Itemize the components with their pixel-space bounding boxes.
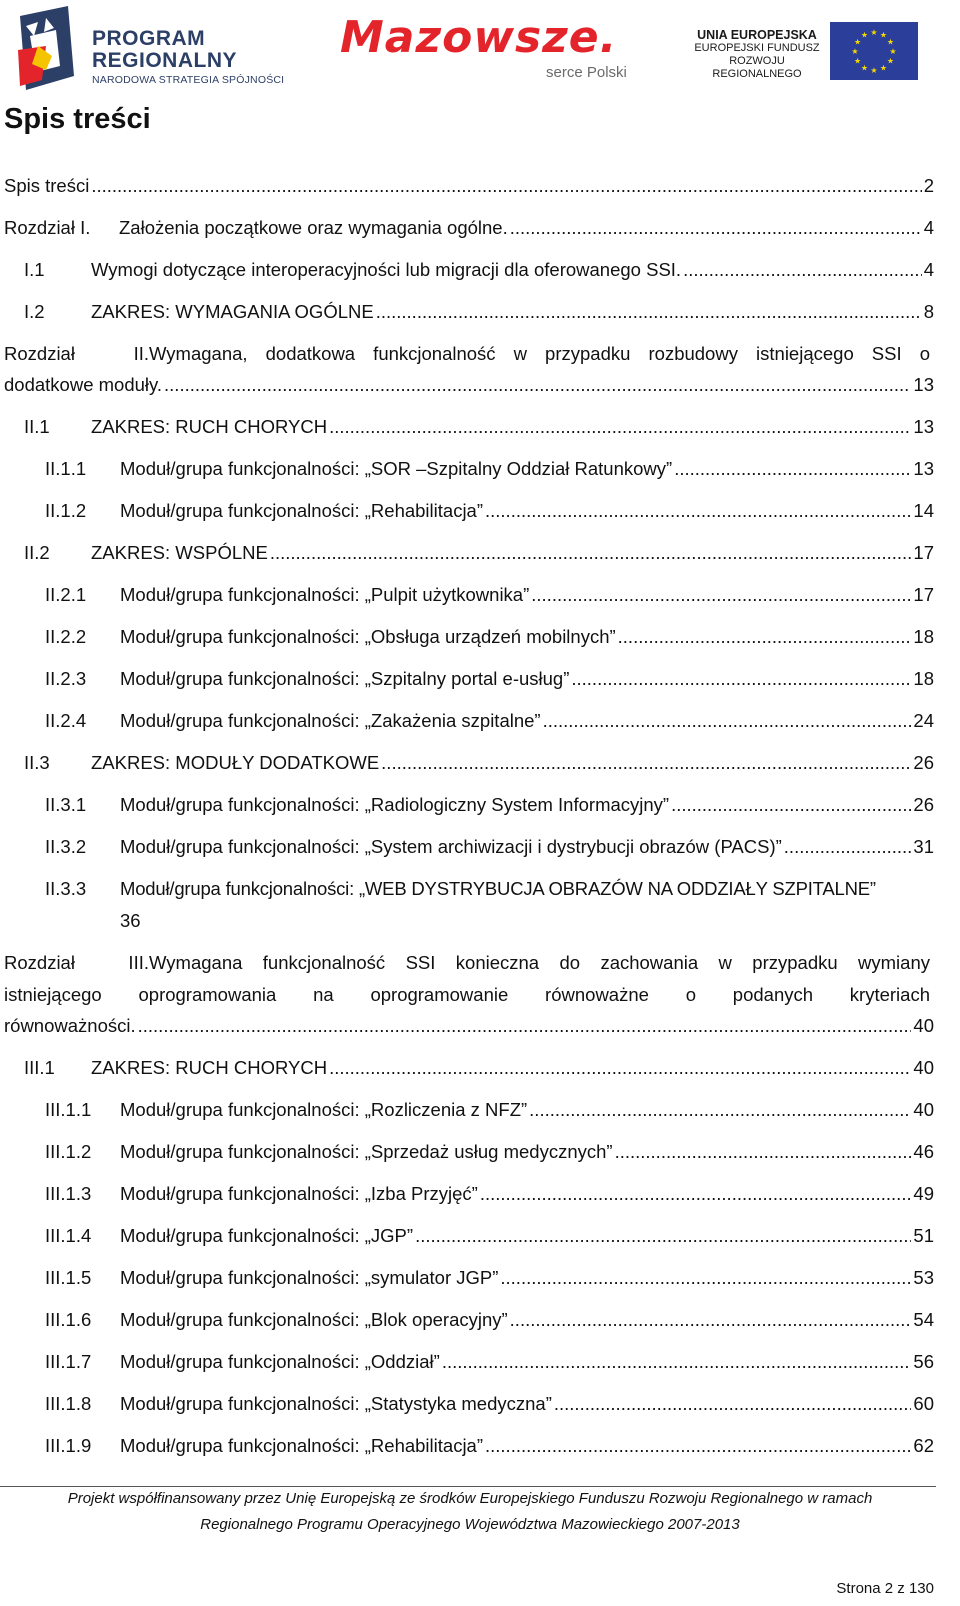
mazowsze-logo — [340, 12, 640, 86]
toc-entry-page: 18 — [913, 626, 934, 647]
toc-entry-label: Założenia początkowe oraz wymagania ogólne. — [119, 217, 508, 238]
toc-entry-page: 17 — [913, 542, 934, 563]
toc-entry-page: 56 — [913, 1351, 934, 1372]
toc-entry-label: ZAKRES: RUCH CHORYCH — [91, 416, 328, 437]
toc-entry-label: Moduł/grupa funkcjonalności: „Radiologiczny System Informacyjny” — [120, 794, 670, 815]
toc-entry[interactable] — [4, 789, 934, 821]
toc-entry-page: 24 — [913, 710, 934, 731]
eu-star-icon: ★ — [886, 56, 895, 66]
toc-leader-dots — [270, 537, 912, 569]
program-regionalny-emblem-icon — [16, 6, 88, 92]
toc-entry[interactable] — [4, 453, 934, 485]
toc-entry-number: Rozdział III. — [4, 952, 149, 973]
toc-entry-page: 60 — [913, 1393, 934, 1414]
eu-star-icon: ★ — [860, 63, 869, 73]
toc-entry-page: 13 — [913, 458, 934, 479]
toc-entry-label: Moduł/grupa funkcjonalności: „JGP” — [120, 1225, 414, 1246]
toc-entry[interactable] — [4, 579, 934, 611]
toc-entry-label: Wymagana funkcjonalność SSI konieczna do zachowania w przypadku wymiany — [149, 952, 930, 973]
toc-entry-number: II.1.2 — [45, 500, 87, 521]
toc-entry-number: II.3 — [24, 752, 50, 773]
toc-leader-dots — [571, 663, 911, 695]
toc-entry-number: II.2 — [24, 542, 50, 563]
nss-label: NARODOWA STRATEGIA SPÓJNOŚCI — [92, 74, 285, 86]
toc-entry[interactable] — [4, 296, 934, 328]
toc-entry-label: Moduł/grupa funkcjonalności: „Rehabilitacja” — [120, 1435, 483, 1456]
footer-divider — [0, 1486, 936, 1487]
toc-entry-label: Moduł/grupa funkcjonalności: „symulator JGP” — [120, 1267, 499, 1288]
toc-leader-dots — [91, 170, 921, 202]
toc-entry[interactable] — [4, 212, 934, 244]
toc-entry-label: Moduł/grupa funkcjonalności: „WEB DYSTRYBUCJA OBRAZÓW NA ODDZIAŁY SZPITALNE” — [120, 878, 876, 899]
toc-leader-dots — [618, 621, 912, 653]
toc-entry-label: ZAKRES: MODUŁY DODATKOWE — [91, 752, 380, 773]
toc-leader-dots — [529, 1094, 911, 1126]
toc-entry-page: 40 — [913, 1057, 934, 1078]
toc-entry-page: 4 — [923, 217, 934, 238]
toc-entry-page: 40 — [913, 1015, 934, 1036]
page-number: Strona 2 z 130 — [836, 1580, 934, 1597]
eu-star-icon: ★ — [870, 66, 878, 75]
footer-line-2: Regionalnego Programu Operacyjnego Województwa Mazowieckiego 2007-2013 — [200, 1516, 740, 1533]
toc-entry-page: 26 — [913, 794, 934, 815]
toc-entry-number: II.2.4 — [45, 710, 87, 731]
toc-entry-number: I.1 — [24, 259, 45, 280]
toc-entry-number: III.1.6 — [45, 1309, 92, 1330]
toc-entry[interactable] — [4, 1094, 934, 1126]
toc-entry-label: ZAKRES: RUCH CHORYCH — [91, 1057, 328, 1078]
toc-leader-dots — [510, 212, 922, 244]
toc-leader-dots — [381, 747, 911, 779]
eu-fund-line1: EUROPEJSKI FUNDUSZ — [694, 42, 820, 54]
toc-entry[interactable] — [4, 1346, 934, 1378]
toc-entry-number: II.3.3 — [45, 878, 87, 899]
toc-entry[interactable] — [4, 1430, 934, 1462]
toc-entry-page: 31 — [913, 836, 934, 857]
toc-leader-dots — [138, 1010, 912, 1042]
toc-leader-dots — [442, 1346, 912, 1378]
toc-entry-label: Moduł/grupa funkcjonalności: „SOR –Szpitalny Oddział Ratunkowy” — [120, 458, 673, 479]
toc-leader-dots — [671, 789, 911, 821]
toc-leader-dots — [531, 579, 911, 611]
toc-entry[interactable] — [4, 1178, 934, 1210]
toc-leader-dots — [554, 1388, 912, 1420]
toc-entry-label: Wymogi dotyczące interoperacyjności lub migracji dla oferowanego SSI. — [91, 259, 682, 280]
toc-entry-label: ZAKRES: WSPÓLNE — [91, 542, 268, 563]
eu-star-icon: ★ — [860, 30, 869, 40]
toc-entry-page: 13 — [913, 416, 934, 437]
toc-entry-page: 36 — [120, 910, 141, 931]
toc-entry-number: III.1 — [24, 1057, 55, 1078]
toc-entry-label: Moduł/grupa funkcjonalności: „Statystyka medyczna” — [120, 1393, 552, 1414]
toc-entry-label: Moduł/grupa funkcjonalności: „Rehabilitacja” — [120, 500, 483, 521]
toc-entry[interactable] — [4, 254, 934, 286]
toc-entry[interactable] — [4, 705, 934, 737]
toc-entry-number: III.1.9 — [45, 1435, 92, 1456]
toc-entry-page: 51 — [913, 1225, 934, 1246]
toc-entry-number: III.1.4 — [45, 1225, 92, 1246]
regionalny-label: REGIONALNY — [92, 49, 238, 72]
toc-entry-number: II.2.3 — [45, 668, 87, 689]
toc-entry-number: III.1.1 — [45, 1099, 92, 1120]
toc-entry-label: ZAKRES: WYMAGANIA OGÓLNE — [91, 301, 374, 322]
toc-entry[interactable] — [4, 411, 934, 443]
toc-entry[interactable] — [4, 1136, 934, 1168]
toc-entry-label-continued: dodatkowe moduły. — [4, 374, 163, 395]
toc-entry-label: Moduł/grupa funkcjonalności: „Zakażenia szpitalne” — [120, 710, 541, 731]
toc-entry-page: 49 — [913, 1183, 934, 1204]
program-label: PROGRAM — [92, 27, 206, 50]
toc-entry-number: II.2.1 — [45, 584, 87, 605]
toc-leader-dots — [329, 411, 911, 443]
page-title: Spis treści — [4, 103, 151, 135]
eu-star-icon: ★ — [853, 56, 862, 66]
toc-entry[interactable] — [4, 1304, 934, 1336]
eu-star-icon: ★ — [879, 63, 888, 73]
toc-entry-number: II.3.2 — [45, 836, 87, 857]
toc-entry-page: 40 — [913, 1099, 934, 1120]
toc-entry-label: Wymagana, dodatkowa funkcjonalność w przypadku rozbudowy istniejącego SSI o — [149, 343, 930, 364]
eu-star-icon: ★ — [889, 47, 897, 56]
toc-entry-label: Moduł/grupa funkcjonalności: „Oddział” — [120, 1351, 440, 1372]
toc-entry[interactable] — [4, 747, 934, 779]
eu-star-icon: ★ — [879, 30, 888, 40]
toc-leader-dots — [615, 1136, 912, 1168]
toc-entry-line: istniejącego oprogramowania na oprogramowanie równoważne o podanych kryteriach — [4, 984, 930, 1005]
toc-leader-dots — [683, 254, 922, 286]
page-header — [0, 0, 960, 100]
eu-fund-line2: ROZWOJU REGIONALNEGO — [712, 55, 802, 80]
eu-flag-icon — [830, 22, 918, 80]
toc-entry-label: Spis treści — [4, 175, 90, 196]
toc-entry-page: 53 — [913, 1267, 934, 1288]
toc-entry-line — [4, 947, 930, 979]
toc-entry-number: III.1.3 — [45, 1183, 92, 1204]
mazowsze-wordmark: Mazowsze. — [340, 12, 618, 63]
toc-entry[interactable] — [4, 495, 934, 527]
toc-entry-number: Rozdział II. — [4, 343, 149, 364]
toc-entry-page: 26 — [913, 752, 934, 773]
toc-entry-page: 54 — [913, 1309, 934, 1330]
toc-leader-dots — [164, 369, 911, 401]
eu-star-icon: ★ — [851, 47, 859, 56]
toc-entry-label: Moduł/grupa funkcjonalności: „Sprzedaż usług medycznych” — [120, 1141, 613, 1162]
toc-entry[interactable] — [4, 537, 934, 569]
eu-title: UNIA EUROPEJSKA — [697, 28, 817, 42]
toc-entry-label: Moduł/grupa funkcjonalności: „Obsługa urządzeń mobilnych” — [120, 626, 616, 647]
toc-entry-number: Rozdział I. — [4, 217, 91, 238]
toc-leader-dots — [480, 1178, 912, 1210]
toc-entry-page: 4 — [923, 259, 934, 280]
toc-leader-dots — [510, 1304, 912, 1336]
toc-entry-number: II.2.2 — [45, 626, 87, 647]
toc-entry-page: 46 — [913, 1141, 934, 1162]
toc-entry[interactable] — [4, 831, 934, 863]
toc-entry-page: 18 — [913, 668, 934, 689]
toc-entry-number: III.1.5 — [45, 1267, 92, 1288]
toc-leader-dots — [485, 1430, 911, 1462]
toc-entry-label: Moduł/grupa funkcjonalności: „System archiwizacji i dystrybucji obrazów (PACS)” — [120, 836, 782, 857]
toc-entry-number: II.1 — [24, 416, 50, 437]
mazowsze-tagline: serce Polski — [546, 64, 627, 81]
toc-entry-page: 17 — [913, 584, 934, 605]
toc-leader-dots — [543, 705, 912, 737]
footer-line-1: Projekt współfinansowany przez Unię Europejską ze środków Europejskiego Funduszu Rozwoju Regionalnego w ramach — [67, 1490, 873, 1507]
toc-entry-page: 13 — [913, 374, 934, 395]
toc-leader-dots — [329, 1052, 911, 1084]
toc-leader-dots — [500, 1262, 911, 1294]
toc-entry[interactable] — [4, 1262, 934, 1294]
toc-entry[interactable] — [4, 1220, 934, 1252]
toc-entry-page: 14 — [913, 500, 934, 521]
eu-logo — [688, 22, 936, 82]
toc-entry-label: Moduł/grupa funkcjonalności: „Izba Przyjęć” — [120, 1183, 478, 1204]
toc-entry-label: Moduł/grupa funkcjonalności: „Pulpit użytkownika” — [120, 584, 530, 605]
toc-leader-dots — [674, 453, 911, 485]
toc-entry[interactable] — [4, 621, 934, 653]
toc-entry-label: Moduł/grupa funkcjonalności: „Rozliczenia z NFZ” — [120, 1099, 528, 1120]
eu-star-icon: ★ — [870, 28, 878, 37]
eu-star-icon: ★ — [886, 37, 895, 47]
toc-entry-number: II.3.1 — [45, 794, 87, 815]
toc-entry-number: II.1.1 — [45, 458, 87, 479]
toc-entry[interactable] — [4, 663, 934, 695]
toc-entry-page: 8 — [923, 301, 934, 322]
toc-entry-label-continued: równoważności. — [4, 1015, 136, 1036]
eu-star-icon: ★ — [853, 37, 862, 47]
toc-entry-number: I.2 — [24, 301, 45, 322]
toc-entry-page: 62 — [913, 1435, 934, 1456]
program-regionalny-logo — [16, 6, 296, 92]
toc-leader-dots — [415, 1220, 911, 1252]
toc-leader-dots — [376, 296, 922, 328]
toc-entry-line — [4, 338, 930, 370]
toc-entry-number: III.1.8 — [45, 1393, 92, 1414]
toc-entry-number: III.1.2 — [45, 1141, 92, 1162]
toc-entry-number: III.1.7 — [45, 1351, 92, 1372]
toc-entry[interactable] — [4, 1388, 934, 1420]
toc-entry[interactable] — [4, 1052, 934, 1084]
toc-entry-page: 2 — [923, 175, 934, 196]
toc-entry-label: Moduł/grupa funkcjonalności: „Blok operacyjny” — [120, 1309, 508, 1330]
toc-entry-label: Moduł/grupa funkcjonalności: „Szpitalny portal e-usług” — [120, 668, 570, 689]
toc-entry[interactable] — [4, 170, 934, 202]
toc-leader-dots — [485, 495, 911, 527]
toc-leader-dots — [784, 831, 912, 863]
